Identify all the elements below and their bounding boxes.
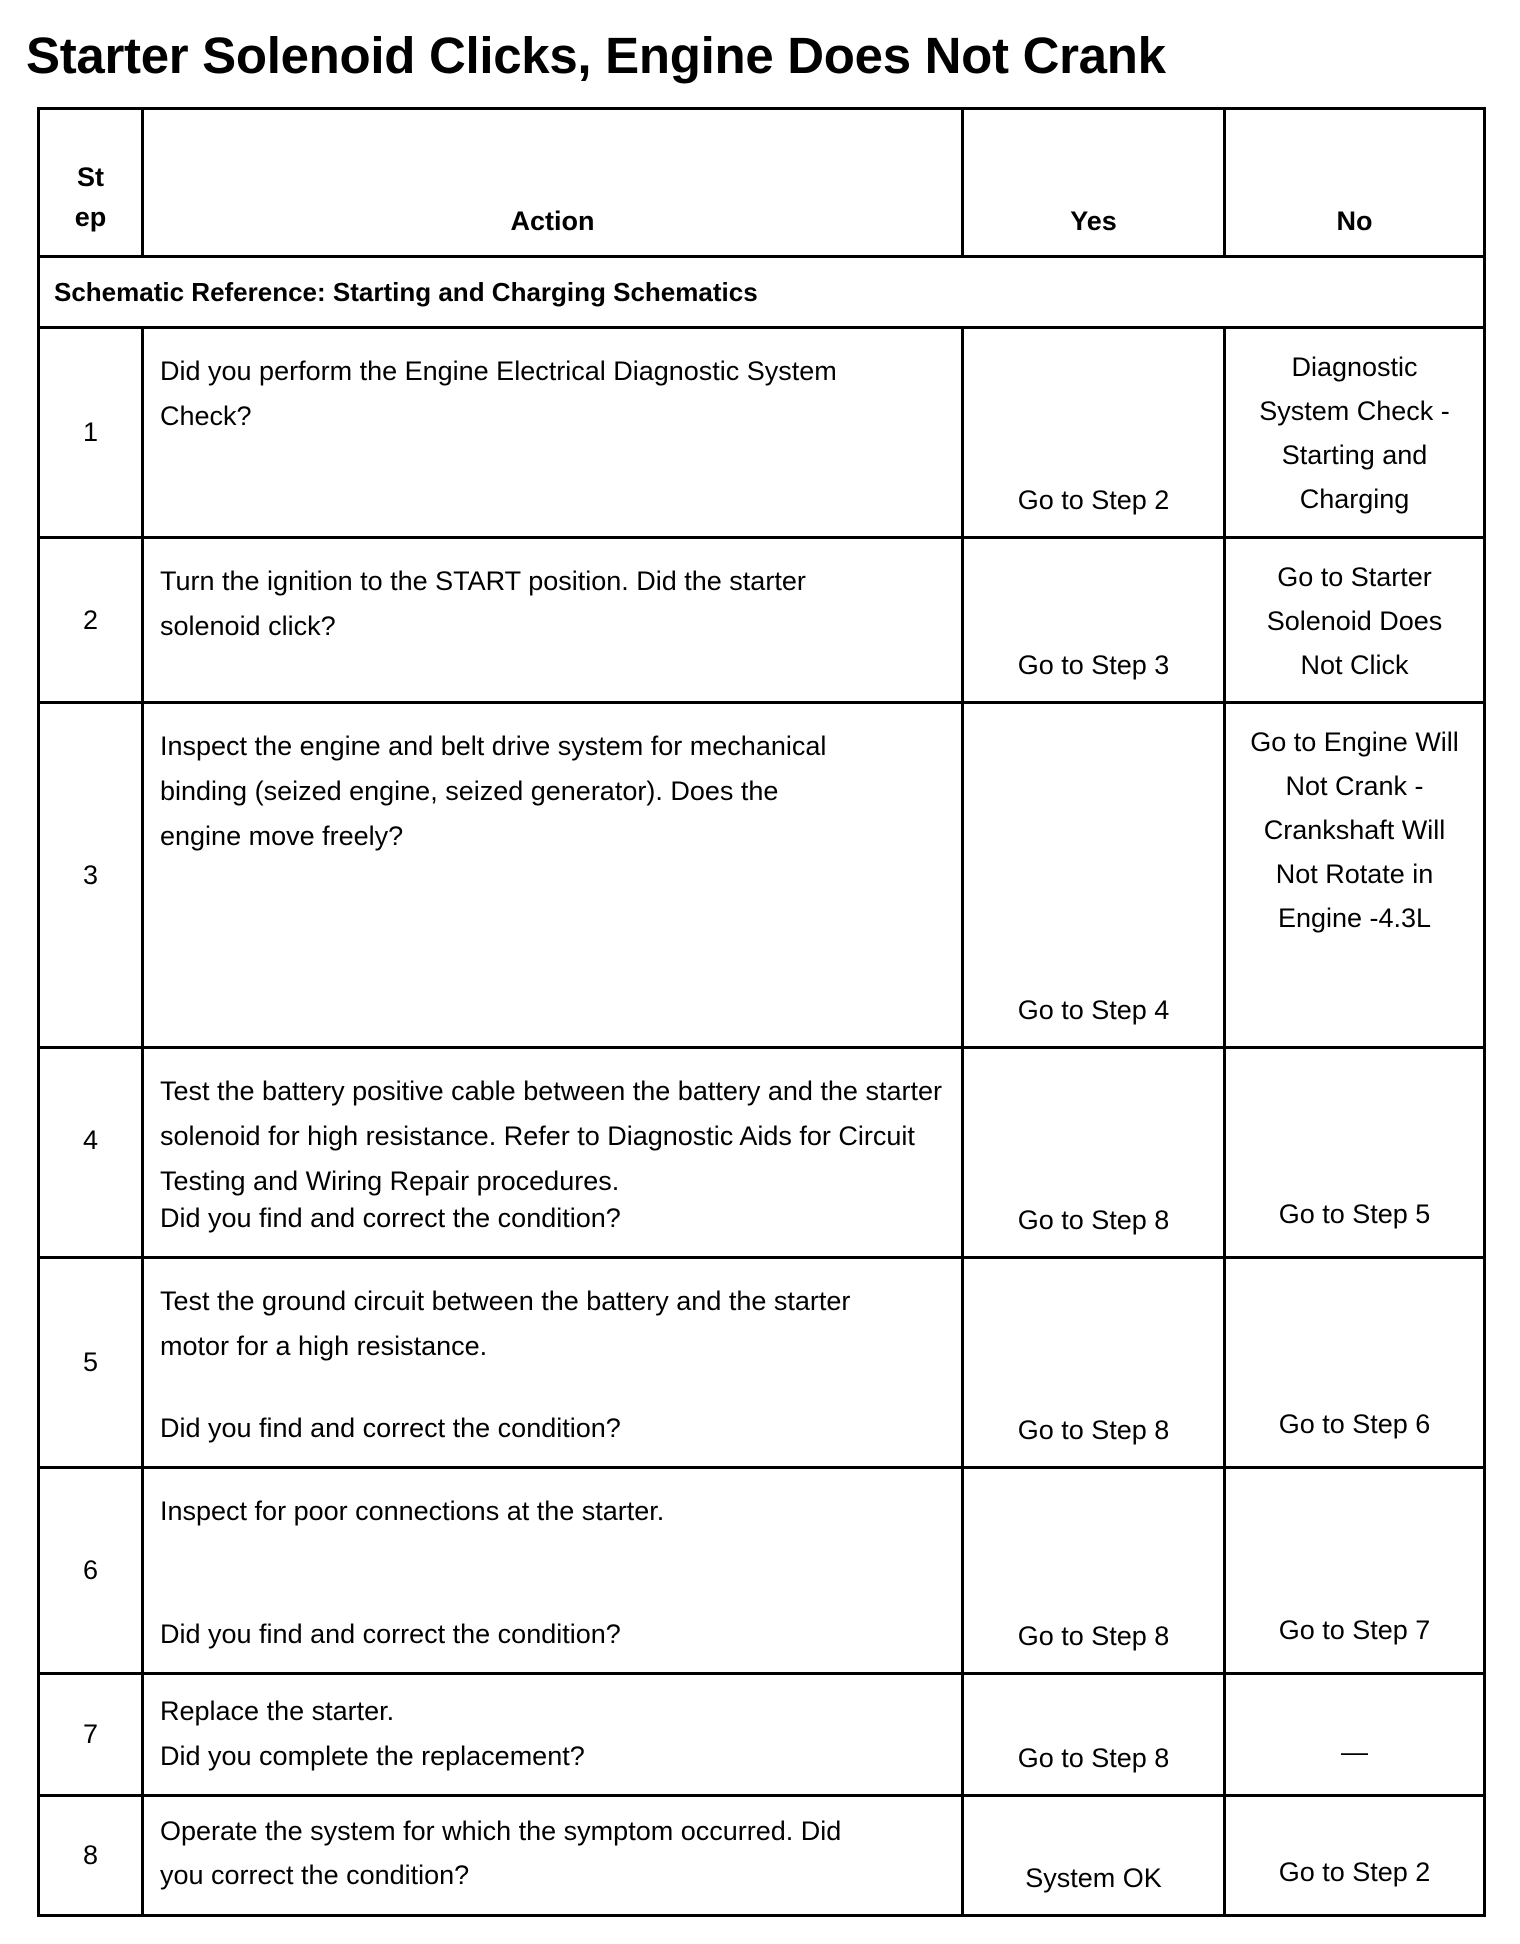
action-text: Replace the starter. — [160, 1696, 395, 1726]
action-question: Did you find and correct the condition? — [160, 1619, 621, 1649]
page-title: Starter Solenoid Clicks, Engine Does Not Crank — [26, 27, 1166, 84]
yes-result: Go to Step 2 — [963, 328, 1225, 538]
step-number — [39, 1048, 143, 1258]
action-text: Did you perform the Engine Electrical Diagnostic System Check? — [143, 328, 963, 538]
step-number-text: 4 — [82, 1125, 99, 1155]
table-row — [39, 1796, 1485, 1916]
step-number: 2 — [39, 538, 143, 703]
table-row — [39, 1258, 1485, 1468]
yes-result: Go to Step 3 — [963, 538, 1225, 703]
no-result: Go to Step 5 — [1225, 1048, 1485, 1258]
action-text: Turn the ignition to the START position. Did the starter solenoid click? — [143, 538, 963, 703]
header-no: No — [1225, 109, 1485, 257]
no-result: Go to Step 2 — [1225, 1796, 1485, 1916]
diagnostic-table — [37, 107, 1486, 1917]
schematic-reference: Schematic Reference: Starting and Charging Schematics — [39, 257, 1485, 328]
action-cell — [143, 1674, 963, 1796]
header-step-line-2: ep — [74, 202, 107, 232]
yes-result: Go to Step 4 — [963, 703, 1225, 1048]
no-result: Go to Starter Solenoid Does Not Click — [1225, 538, 1485, 703]
no-result: — — [1225, 1674, 1485, 1796]
action-text: Operate the system for which the symptom occurred. Did you correct the condition? — [143, 1796, 963, 1916]
action-text: Test the battery positive cable between the battery and the starter solenoid for high resistance. Refer to Diagnostic Aids for Circuit Testing and Wiring Repair procedures. — [160, 1076, 942, 1196]
yes-result: System OK — [963, 1796, 1225, 1916]
step-number: 3 — [39, 703, 143, 1048]
table-row — [39, 703, 1485, 1048]
action-cell — [143, 1048, 963, 1258]
header-row — [39, 109, 1485, 257]
step-number: 8 — [39, 1796, 143, 1916]
step-number: 6 — [39, 1468, 143, 1674]
header-action: Action — [143, 109, 963, 257]
table-row — [39, 1048, 1485, 1258]
action-text: Test the ground circuit between the battery and the starter motor for a high resistance. — [160, 1286, 851, 1361]
header-step-line-1: St — [77, 162, 104, 192]
action-text: Inspect for poor connections at the starter. — [160, 1496, 665, 1526]
schematic-reference-row — [39, 257, 1485, 328]
action-text: Inspect the engine and belt drive system for mechanical binding (seized engine, seized generator). Does the engine move freely? — [143, 703, 963, 1048]
action-question: Did you complete the replacement? — [160, 1741, 585, 1771]
yes-result: Go to Step 8 — [963, 1468, 1225, 1674]
table-row — [39, 1674, 1485, 1796]
yes-result: Go to Step 8 — [963, 1048, 1225, 1258]
no-result: Go to Step 7 — [1225, 1468, 1485, 1674]
header-yes: Yes — [963, 109, 1225, 257]
table-row — [39, 328, 1485, 538]
table-row — [39, 1468, 1485, 1674]
step-number: 7 — [39, 1674, 143, 1796]
yes-result: Go to Step 8 — [963, 1258, 1225, 1468]
step-number: 5 — [39, 1258, 143, 1468]
action-cell — [143, 1468, 963, 1674]
no-result: Go to Engine Will Not Crank - Crankshaft Will Not Rotate in Engine -4.3L — [1225, 703, 1485, 1048]
header-step — [39, 109, 143, 257]
action-cell — [143, 1258, 963, 1468]
no-result: Diagnostic System Check - Starting and Charging — [1225, 328, 1485, 538]
step-number: 1 — [39, 328, 143, 538]
action-question: Did you find and correct the condition? — [160, 1413, 621, 1443]
no-result: Go to Step 6 — [1225, 1258, 1485, 1468]
table-row — [39, 538, 1485, 703]
action-question: Did you find and correct the condition? — [160, 1203, 621, 1233]
yes-result: Go to Step 8 — [963, 1674, 1225, 1796]
